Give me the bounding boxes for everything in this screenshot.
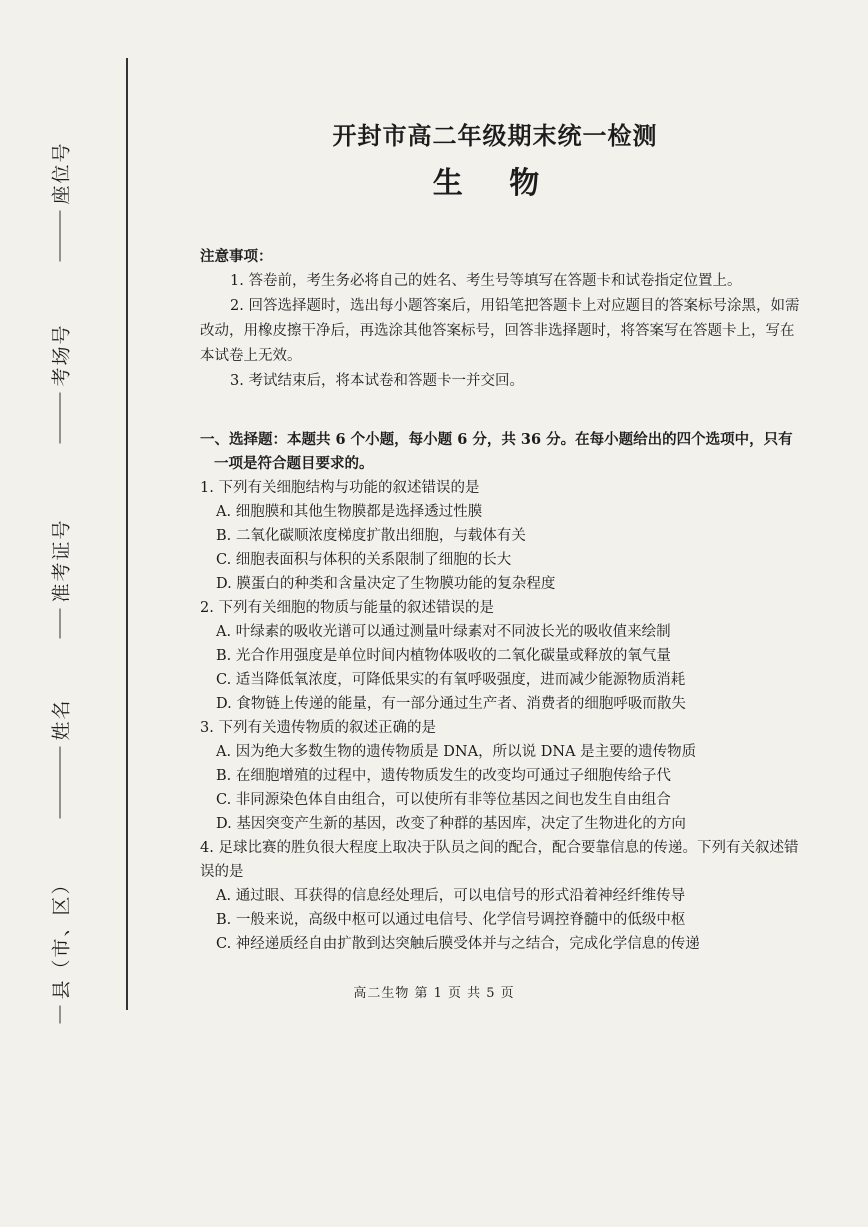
option: B. 光合作用强度是单位时间内植物体吸收的二氧化碳量或释放的氧气量 bbox=[216, 648, 671, 664]
option: A. 通过眼、耳获得的信息经处理后，可以电信号的形式沿着神经纤维传导 bbox=[216, 888, 686, 904]
section-line: 一、选择题：本题共 6 个小题，每小题 6 分，共 36 分。在每小题给出的四个选项中，只有 bbox=[200, 431, 793, 448]
notice-item: 2. 回答选择题时，选出每小题答案后，用铅笔把答题卡上对应题目的答案标号涂黑，如需改动，用橡皮擦干净后，再选涂其他答案标号，回答非选择题时，将答案写在答题卡上，写在本试卷上无效。 bbox=[200, 298, 800, 364]
question-stem: 3. 下列有关遗传物质的叙述正确的是 bbox=[200, 720, 436, 736]
section-line: 一项是符合题目要求的。 bbox=[214, 455, 374, 472]
option: C. 非同源染色体自由组合，可以使所有非等位基因之间也发生自由组合 bbox=[216, 792, 671, 808]
question-stem: 4. 足球比赛的胜负很大程度上取决于队员之间的配合，配合要靠信息的传递。下列有关叙述错误的是 bbox=[200, 840, 799, 880]
notice-block bbox=[200, 244, 800, 394]
option: C. 神经递质经自由扩散到达突触后膜受体并与之结合，完成化学信息的传递 bbox=[216, 936, 700, 952]
question-4 bbox=[200, 836, 800, 956]
admission-number-field bbox=[47, 519, 74, 639]
seat-number-field bbox=[47, 142, 74, 262]
question-stem: 1. 下列有关细胞结构与功能的叙述错误的是 bbox=[200, 480, 480, 496]
county-label: 县（市、区） bbox=[50, 873, 73, 1000]
name-label: 姓名 bbox=[50, 698, 73, 741]
question-list bbox=[200, 476, 800, 956]
seat-number-label: 座位号 bbox=[50, 141, 73, 205]
notice-item: 1. 答卷前，考生务必将自己的姓名、考生号等填写在答题卡和试卷指定位置上。 bbox=[230, 273, 742, 289]
question-2 bbox=[200, 596, 800, 716]
name-field bbox=[47, 699, 74, 819]
notice-title: 注意事项： bbox=[200, 248, 273, 265]
option: B. 在细胞增殖的过程中，遗传物质发生的改变均可通过子细胞传给子代 bbox=[216, 768, 671, 784]
binding-margin bbox=[0, 0, 126, 1227]
option: B. 二氧化碳顺浓度梯度扩散出细胞，与载体有关 bbox=[216, 528, 526, 544]
exam-room-label: 考场号 bbox=[50, 323, 73, 387]
option: D. 膜蛋白的种类和含量决定了生物膜功能的复杂程度 bbox=[216, 576, 556, 592]
question-1 bbox=[200, 476, 800, 596]
page-footer: 高二生物 第 1 页 共 5 页 bbox=[353, 986, 515, 1001]
question-3 bbox=[200, 716, 800, 836]
option: D. 食物链上传递的能量，有一部分通过生产者、消费者的细胞呼吸而散失 bbox=[216, 696, 686, 712]
option: C. 细胞表面积与体积的关系限制了细胞的长大 bbox=[216, 552, 512, 568]
option: C. 适当降低氧浓度，可降低果实的有氧呼吸强度，进而减少能源物质消耗 bbox=[216, 672, 686, 688]
county-field bbox=[47, 874, 74, 1024]
option: A. 细胞膜和其他生物膜都是选择透过性膜 bbox=[216, 504, 483, 520]
option: A. 叶绿素的吸收光谱可以通过测量叶绿素对不同波长光的吸收值来绘制 bbox=[216, 624, 671, 640]
binding-line bbox=[126, 58, 128, 1010]
option: D. 基因突变产生新的基因，改变了种群的基因库，决定了生物进化的方向 bbox=[216, 816, 686, 832]
question-stem: 2. 下列有关细胞的物质与能量的叙述错误的是 bbox=[200, 600, 494, 616]
exam-title: 开封市高二年级期末统一检测 bbox=[332, 121, 658, 150]
notice-item: 3. 考试结束后，将本试卷和答题卡一并交回。 bbox=[230, 373, 524, 389]
subject-title: 生 物 bbox=[432, 166, 558, 201]
admission-number-label: 准考证号 bbox=[50, 518, 73, 603]
exam-room-field bbox=[47, 324, 74, 444]
section-heading bbox=[200, 428, 800, 476]
option: B. 一般来说，高级中枢可以通过电信号、化学信号调控脊髓中的低级中枢 bbox=[216, 912, 686, 928]
option: A. 因为绝大多数生物的遗传物质是 DNA，所以说 DNA 是主要的遗传物质 bbox=[216, 744, 697, 760]
